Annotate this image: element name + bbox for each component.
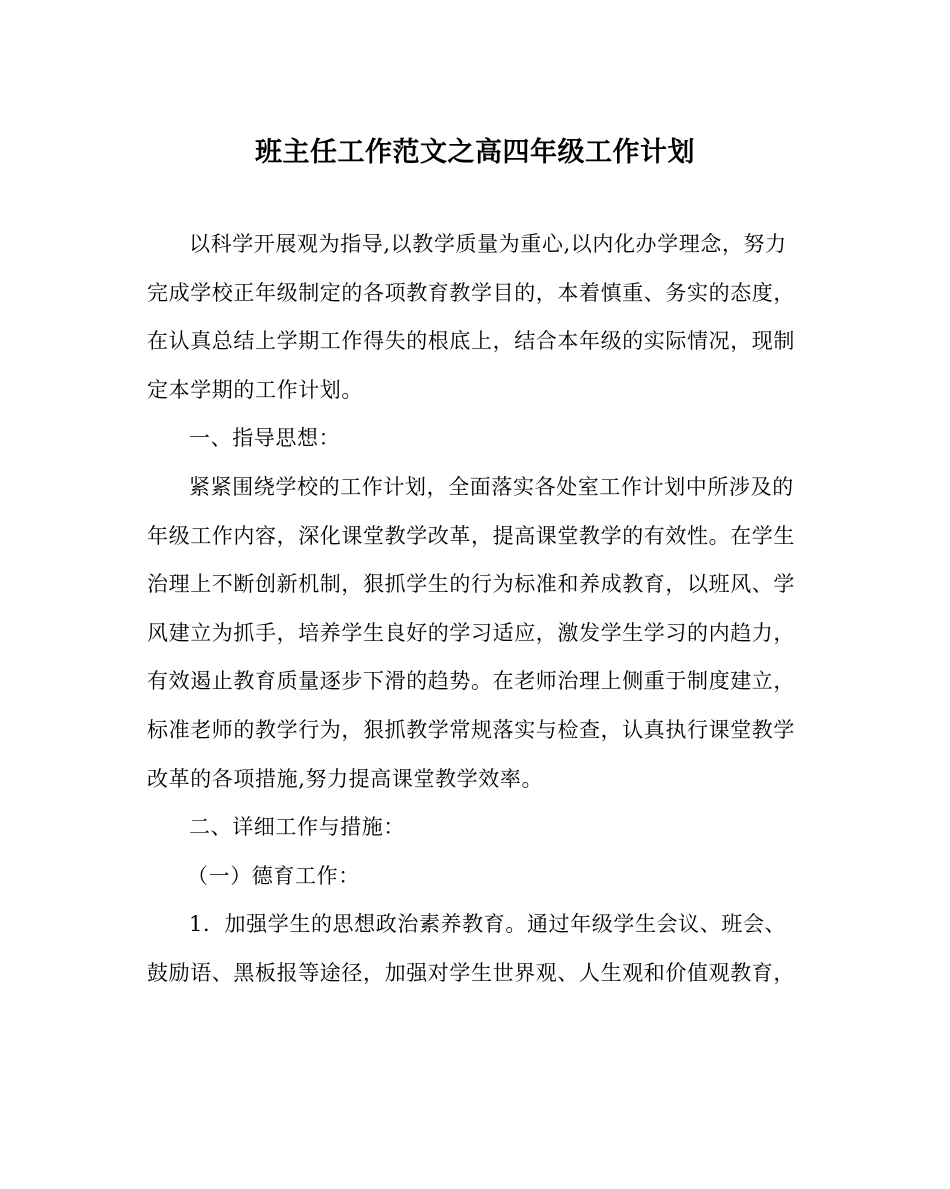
subsection-heading-moral-education (147, 852, 803, 901)
text-line: 1．加强学生的思想政治素养教育。通过年级学生会议、班会、 (189, 912, 787, 937)
section-heading: 一、指导思想： (189, 426, 341, 451)
text-line: 标准老师的教学行为，狠抓教学常规落实与检查，认真执行课堂教学 (147, 717, 795, 742)
text-line: 年级工作内容，深化课堂教学改革，提高课堂教学的有效性。在学生 (147, 523, 795, 548)
text-line: 以科学开展观为指导,以教学质量为重心,以内化办学理念，努力 (189, 232, 787, 256)
section-heading: 二、详细工作与措施： (189, 815, 405, 840)
text-line: 改革的各项措施,努力提高课堂教学效率。 (147, 766, 544, 791)
text-line: 有效遏止教育质量逐步下滑的趋势。在老师治理上侧重于制度建立， (147, 669, 795, 694)
text-line: 风建立为抓手，培养学生良好的学习适应，激发学生学习的内趋力， (147, 620, 795, 645)
text-line: 定本学期的工作计划。 (147, 377, 363, 402)
paragraph-intro (147, 220, 803, 414)
document-body (147, 220, 803, 998)
text-line: 在认真总结上学期工作得失的根底上，结合本年级的实际情况，现制 (147, 329, 795, 354)
paragraph-guiding-thought (147, 463, 803, 803)
text-line: 紧紧围绕学校的工作计划，全面落实各处室工作计划中所涉及的 (189, 474, 794, 499)
section-heading-work-measures (147, 803, 803, 852)
text-line: 完成学校正年级制定的各项教育教学目的，本着慎重、务实的态度， (147, 280, 795, 305)
document-title: 班主任工作范文之高四年级工作计划 (255, 137, 695, 168)
paragraph-item-1 (147, 900, 803, 997)
section-heading-guiding-thought (147, 414, 803, 463)
subsection-heading: （一）德育工作： (187, 863, 360, 888)
text-line: 鼓励语、黑板报等途径，加强对学生世界观、人生观和价值观教育， (147, 960, 795, 985)
text-line: 治理上不断创新机制，狠抓学生的行为标准和养成教育，以班风、学 (147, 572, 795, 597)
